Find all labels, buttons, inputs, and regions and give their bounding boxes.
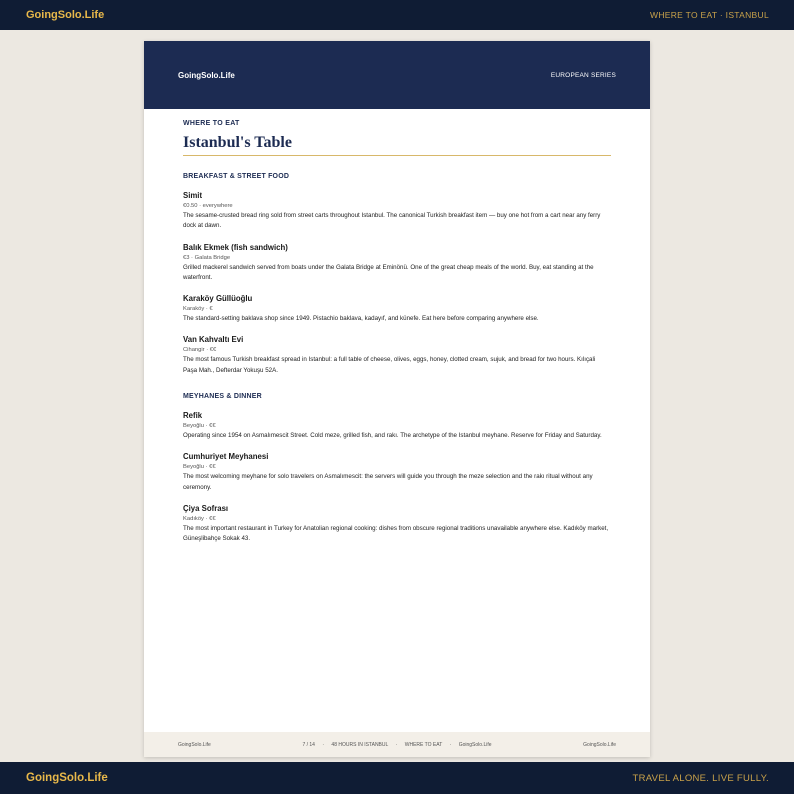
series-label: EUROPEAN SERIES (550, 71, 616, 79)
page-number: 7 / 14 (302, 741, 315, 748)
entry-name: Balık Ekmek (fish sandwich) (183, 242, 288, 252)
entry-name: Simit (183, 191, 203, 200)
entry-meta: Cihangir · €€ (183, 347, 217, 354)
page-body (144, 109, 650, 545)
section-heading-dinner: MEYHANES & DINNER (183, 393, 262, 401)
footer-site: GoingSolo.Life (458, 741, 492, 748)
footer-separator: · (395, 741, 398, 748)
site-bottom-bar (0, 762, 794, 794)
site-brand-logo[interactable]: GoingSolo.Life (26, 9, 105, 21)
section-breadcrumb[interactable]: WHERE TO EAT · ISTANBUL (650, 10, 769, 20)
entry-description: The most important restaurant in Turkey for Anatolian regional cooking: dishes from obscure regional traditions unavailable anywhere else. Kadıköy market, Güneşlibahçe Sokak 43. (183, 524, 609, 543)
list-item (183, 452, 611, 493)
footer-guide-title: 48 HOURS IN ISTANBUL (331, 741, 389, 748)
entry-name: Cumhuriyet Meyhanesi (183, 452, 269, 462)
site-top-bar (0, 0, 794, 30)
entry-description: The most welcoming meyhane for solo travelers on Asmalımescit: the servers will guide you through the meze selection and the rakı ritual without any ceremony. (183, 473, 593, 491)
site-tagline: TRAVEL ALONE. LIVE FULLY. (632, 772, 769, 784)
list-item (183, 243, 611, 284)
entry-description: Operating since 1954 on Asmalımescit Street. Cold meze, grilled fish, and rakı. The archetype of the Istanbul meyhane. Reserve for Friday and Saturday. (183, 432, 602, 440)
page-title: Istanbul's Table (183, 134, 611, 156)
entry-meta: Beyoğlu · €€ (183, 423, 216, 430)
entry-description: The sesame-crusted bread ring sold from street carts throughout Istanbul. The canonical Turkish breakfast item — buy one hot from a cart near any ferry dock at dawn. (183, 212, 601, 230)
entry-meta: €0.50 · everywhere (183, 203, 233, 209)
section-heading-breakfast: BREAKFAST & STREET FOOD (183, 173, 290, 180)
entry-meta: Karaköy · € (183, 306, 213, 313)
list-item (183, 191, 611, 232)
list-item (183, 294, 611, 324)
footer-separator: · (322, 741, 325, 748)
entry-name: Karaköy Güllüoğlu (183, 294, 253, 304)
entry-name: Van Kahvaltı Evi (183, 335, 244, 345)
footer-running-head (299, 742, 494, 748)
footer-chapter: WHERE TO EAT (404, 741, 443, 748)
entry-description: The standard-setting baklava shop since 1949. Pistachio baklava, kadayıf, and künefe. Eat here before comparing anywhere else. (183, 315, 539, 323)
entry-meta: Beyoğlu · €€ (183, 464, 216, 471)
page-header-logo: GoingSolo.Life (178, 70, 235, 80)
entry-name: Çiya Sofrası (183, 503, 229, 513)
entry-name: Refik (183, 411, 203, 421)
footer-brand-logo[interactable]: GoingSolo.Life (26, 772, 108, 784)
entry-meta: Kadıköy · €€ (183, 515, 216, 522)
list-item (183, 504, 611, 545)
footer-separator: · (449, 741, 452, 748)
page-kicker: WHERE TO EAT (183, 120, 240, 127)
page-footer (144, 732, 650, 757)
list-item (183, 411, 611, 441)
entry-description: The most famous Turkish breakfast spread in Istanbul: a full table of cheese, olives, eggs, honey, clotted cream, sujuk, and bread for two hours. Kılıçali Paşa Mah., Defterdar Yokuşu 52A. (183, 356, 596, 374)
footer-left-brand: GoingSolo.Life (178, 741, 211, 748)
entry-meta: €3 · Galata Bridge (183, 254, 231, 261)
list-item (183, 335, 611, 376)
footer-right-brand: GoingSolo.Life (583, 741, 616, 748)
page-header-band (144, 41, 650, 109)
entry-description: Grilled mackerel sandwich served from boats under the Galata Bridge at Eminönü. One of the great cheap meals of the world. Buy, eat standing at the waterfront. (183, 263, 594, 281)
document-page (144, 41, 650, 757)
